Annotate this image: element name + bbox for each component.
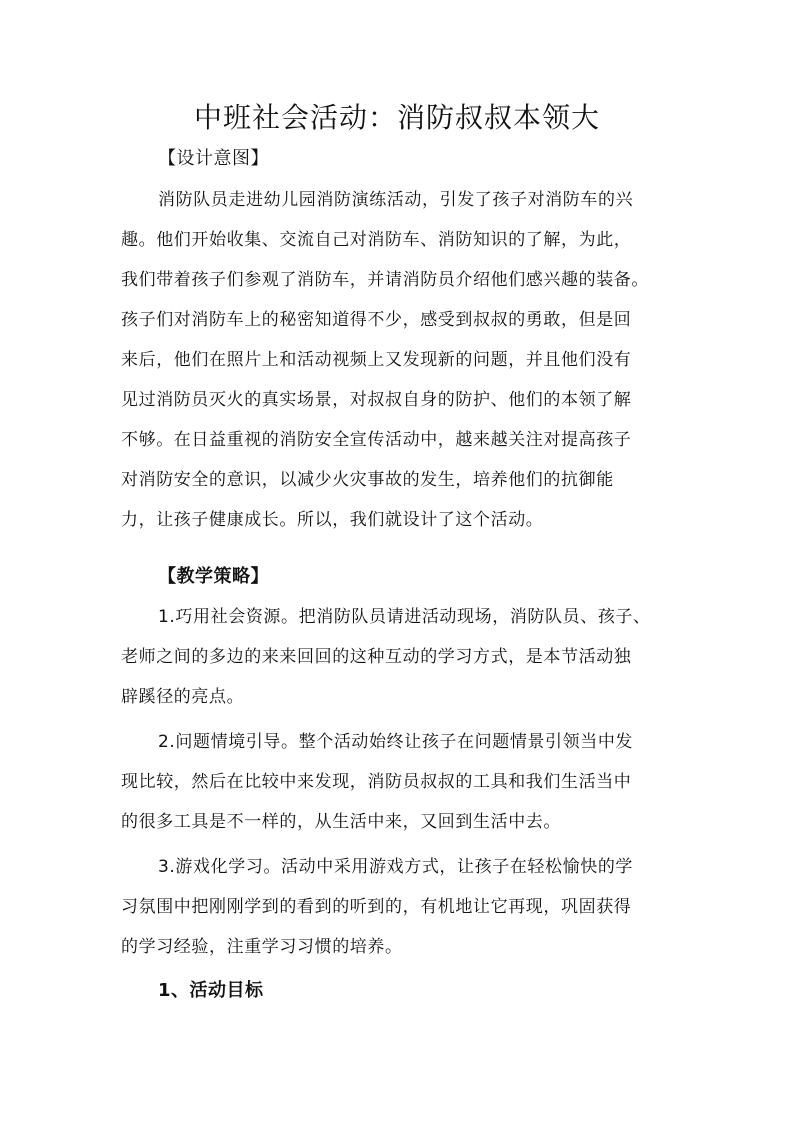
paragraph-line: 1.巧用社会资源。把消防队员请进活动现场，消防队员、孩子、 — [158, 607, 651, 627]
strategy-item-1 — [121, 597, 681, 717]
paragraph-line: 力，让孩子健康成长。所以，我们就设计了这个活动。 — [121, 510, 544, 530]
paragraph-line: 老师之间的多边的来来回回的这种互动的学习方式，是本节活动独 — [121, 647, 632, 667]
paragraph-line: 不够。在日益重视的消防安全宣传活动中，越来越关注对提高孩子 — [121, 430, 632, 450]
strategy-item-2 — [121, 722, 681, 842]
paragraph-line: 习氛围中把刚刚学到的看到的听到的，有机地让它再现，巩固获得 — [121, 897, 632, 917]
paragraph-line: 见过消防员灭火的真实场景，对叔叔自身的防护、他们的本领了解 — [121, 390, 632, 410]
paragraph-line: 3.游戏化学习。活动中采用游戏方式，让孩子在轻松愉快的学 — [158, 857, 634, 877]
paragraph-line: 来后，他们在照片上和活动视频上又发现新的问题，并且他们没有 — [121, 350, 632, 370]
paragraph-line: 孩子们对消防车上的秘密知道得不少，感受到叔叔的勇敢，但是回 — [121, 310, 632, 330]
document-title: 中班社会活动：消防叔叔本领大 — [193, 101, 600, 134]
paragraph-line: 现比较，然后在比较中来发现，消防员叔叔的工具和我们生活当中 — [121, 772, 632, 792]
paragraph-line: 的学习经验，注重学习习惯的培养。 — [121, 937, 403, 957]
section-heading-design-intent: 【设计意图】 — [158, 148, 269, 169]
paragraph-line: 辟蹊径的亮点。 — [121, 687, 245, 707]
section-heading-teaching-strategy: 【教学策略】 — [158, 566, 269, 587]
section-heading-activity-goal: 1、活动目标 — [158, 980, 264, 1001]
paragraph-line: 消防队员走进幼儿园消防演练活动，引发了孩子对消防车的兴 — [158, 190, 634, 210]
paragraph-line: 对消防安全的意识，以减少火灾事故的发生，培养他们的抗御能 — [121, 470, 614, 490]
paragraph-line: 趣。他们开始收集、交流自己对消防车、消防知识的了解，为此， — [121, 230, 632, 250]
design-intent-paragraph — [121, 180, 681, 540]
paragraph-line: 我们带着孩子们参观了消防车，并请消防员介绍他们感兴趣的装备。 — [121, 270, 649, 290]
paragraph-line: 的很多工具是不一样的，从生活中来，又回到生活中去。 — [121, 812, 561, 832]
strategy-item-3 — [121, 847, 681, 967]
paragraph-line: 2.问题情境引导。整个活动始终让孩子在问题情景引领当中发 — [158, 732, 634, 752]
